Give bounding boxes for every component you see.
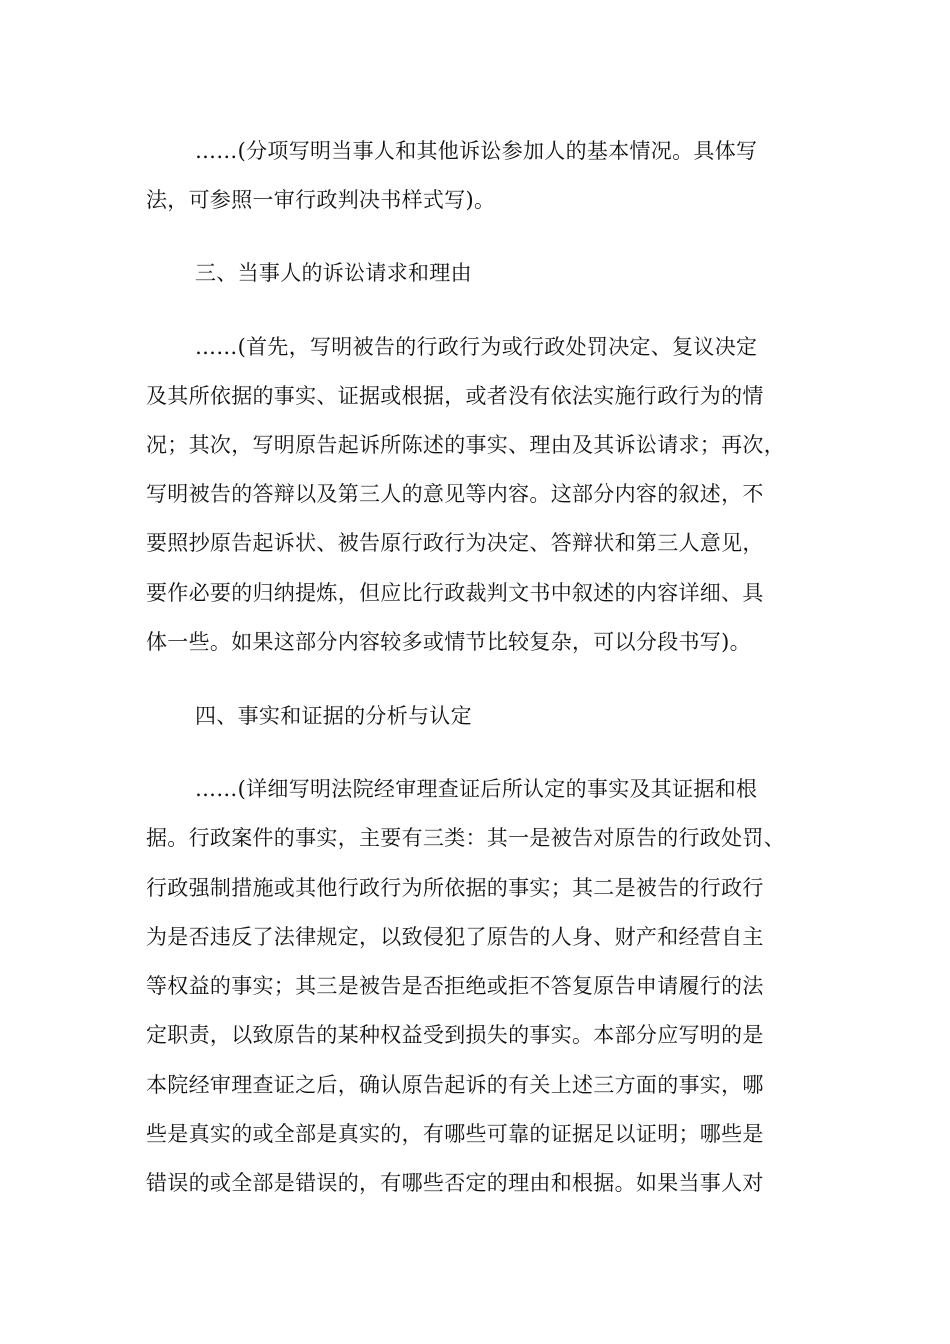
paragraph-line: 等权益的事实；其三是被告是否拒绝或拒不答复原告申请履行的法 (146, 974, 764, 998)
paragraph-line: 写明被告的答辩以及第三人的意见等内容。这部分内容的叙述，不 (146, 482, 764, 506)
paragraph-line: 况；其次，写明原告起诉所陈述的事实、理由及其诉讼请求；再次， (146, 433, 785, 457)
paragraph-line: ……(首先，写明被告的行政行为或行政处罚决定、复议决定 (195, 335, 758, 359)
paragraph-line: 要照抄原告起诉状、被告原行政行为决定、答辩状和第三人意见， (146, 531, 764, 555)
paragraph-line: 本院经审理查证之后，确认原告起诉的有关上述三方面的事实，哪 (146, 1073, 764, 1097)
paragraph-line: 法，可参照一审行政判决书样式写)。 (146, 188, 496, 212)
paragraph-line: 些是真实的或全部是真实的，有哪些可靠的证据足以证明；哪些是 (146, 1122, 764, 1146)
section-heading: 四、事实和证据的分析与认定 (195, 704, 472, 728)
section-heading: 三、当事人的诉讼请求和理由 (195, 261, 472, 285)
paragraph-line: ……(分项写明当事人和其他诉讼参加人的基本情况。具体写 (195, 139, 758, 163)
paragraph-line: 及其所依据的事实、证据或根据，或者没有依法实施行政行为的情 (146, 384, 764, 408)
paragraph-line: 要作必要的归纳提炼，但应比行政裁判文书中叙述的内容详细、具 (146, 581, 764, 605)
paragraph-line: 行政强制措施或其他行政行为所依据的事实；其二是被告的行政行 (146, 876, 764, 900)
paragraph-line: 错误的或全部是错误的，有哪些否定的理由和根据。如果当事人对 (146, 1171, 764, 1195)
paragraph-line: 据。行政案件的事实，主要有三类：其一是被告对原告的行政处罚、 (146, 826, 785, 850)
paragraph-line: 为是否违反了法律规定，以致侵犯了原告的人身、财产和经营自主 (146, 925, 764, 949)
paragraph-line: 体一些。如果这部分内容较多或情节比较复杂，可以分段书写)。 (146, 630, 751, 654)
paragraph-line: 定职责，以致原告的某种权益受到损失的事实。本部分应写明的是 (146, 1023, 764, 1047)
paragraph-line: ……(详细写明法院经审理查证后所认定的事实及其证据和根 (195, 777, 758, 801)
